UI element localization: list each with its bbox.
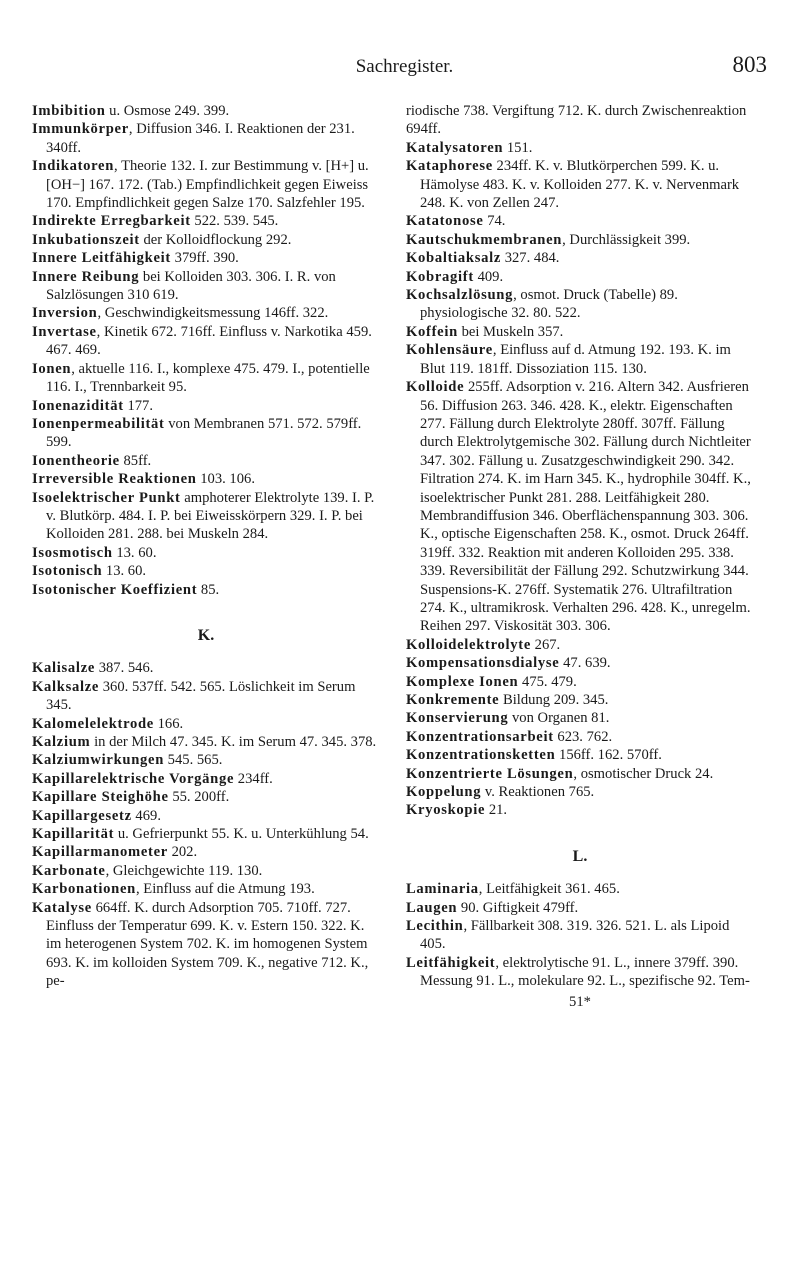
index-entry: [32, 678, 380, 715]
index-references: 55. 200ff.: [168, 789, 230, 806]
index-term: Konzentrationsketten: [406, 747, 556, 764]
index-references: , osmotischer Druck 24.: [573, 765, 714, 782]
index-term: Ionenpermeabilität: [32, 415, 165, 432]
index-term: Kapillare Steighöhe: [32, 789, 169, 806]
index-entry: [406, 673, 754, 691]
index-term: Kobaltiaksalz: [406, 250, 502, 267]
index-entry: [406, 378, 754, 636]
index-entry: [406, 709, 754, 727]
index-references: 85.: [197, 581, 220, 598]
index-references: 74.: [483, 213, 506, 230]
index-entry: [32, 157, 380, 212]
index-references: 177.: [123, 397, 153, 414]
index-term: Kapillargesetz: [32, 807, 132, 824]
index-term: Kautschukmembranen: [406, 231, 563, 248]
index-entry: [406, 286, 754, 323]
index-entry: [32, 544, 380, 562]
index-term: Kalomelelektrode: [32, 715, 154, 732]
index-references: 327. 484.: [501, 250, 560, 267]
index-entry: [32, 843, 380, 861]
index-term: Indirekte Erregbarkeit: [32, 213, 191, 230]
right-column: [406, 102, 754, 1011]
index-term: Kobragift: [406, 268, 474, 285]
index-entry: [32, 862, 380, 880]
index-entry: [32, 489, 380, 544]
index-term: Katalysatoren: [406, 139, 504, 156]
index-references: 151.: [503, 139, 533, 156]
index-entry: [406, 249, 754, 267]
index-entry: [32, 360, 380, 397]
index-references: 664ff. K. durch Adsorption 705. 710ff. 727. Einfluss der Temperatur 699. K. v. Estern 150. 322. K. im heterogenen System 702. K. im homogenen System 693. K. im kolloiden System 709. K., negative 712. K., pe-: [46, 899, 369, 990]
index-term: Kapillarität: [32, 826, 115, 843]
index-references: , Geschwindigkeitsmessung 146ff. 322.: [97, 305, 329, 322]
index-entry: [32, 880, 380, 898]
index-references: 103. 106.: [196, 471, 255, 488]
page-number: 803: [732, 52, 767, 77]
index-entry: [406, 341, 754, 378]
index-entry: [32, 120, 380, 157]
index-references: , osmot. Druck (Tabelle) 89. physiologische 32. 80. 522.: [420, 287, 678, 322]
index-references: 13. 60.: [112, 544, 157, 561]
index-term: Kompensationsdialyse: [406, 655, 560, 672]
index-references: 267.: [531, 636, 561, 653]
index-references: 234ff.: [234, 770, 273, 787]
index-references: , Theorie 132. I. zur Bestimmung v. [H+] u. [OH−] 167. 172. (Tab.) Empfindlichkeit gegen Eiweiss 170. Empfindlichkeit gegen Salze 170. Salzfehler 195.: [46, 158, 369, 212]
index-references: 47. 639.: [559, 655, 611, 672]
index-references: 522. 539. 545.: [190, 213, 279, 230]
index-references: , Gleichgewichte 119. 130.: [105, 862, 263, 879]
index-term: Kalksalze: [32, 678, 100, 695]
index-term: Inkubationszeit: [32, 231, 140, 248]
index-references: , Fällbarkeit 308. 319. 326. 521. L. als Lipoid 405.: [420, 918, 730, 953]
index-references: 156ff. 162. 570ff.: [555, 747, 662, 764]
index-term: Isotonisch: [32, 563, 103, 580]
index-term: Kolloide: [406, 379, 465, 396]
index-term: Konzentrierte Lösungen: [406, 765, 574, 782]
index-entry: [406, 954, 754, 991]
index-entry: [32, 323, 380, 360]
index-references: 409.: [473, 268, 504, 285]
index-entry: [406, 899, 754, 917]
index-term: Karbonationen: [32, 881, 136, 898]
index-term: Kapillarelektrische Vorgänge: [32, 770, 235, 787]
index-term: Ionen: [32, 360, 72, 377]
index-entry: [406, 212, 754, 230]
index-term: Kryoskopie: [406, 802, 486, 819]
signature-mark: 51*: [569, 993, 591, 1010]
index-term: Isotonischer Koeffizient: [32, 581, 198, 598]
index-entry: [32, 807, 380, 825]
index-references: , Einfluss auf d. Atmung 192. 193. K. im Blut 119. 181ff. Dissoziation 115. 130.: [420, 342, 731, 377]
index-references: 21.: [485, 802, 508, 819]
index-references: 90. Giftigkeit 479ff.: [457, 899, 579, 916]
index-references: 202.: [167, 844, 198, 861]
index-term: Innere Leitfähigkeit: [32, 250, 171, 267]
index-term: Indikatoren: [32, 158, 115, 175]
index-references: 545. 565.: [164, 752, 223, 769]
index-references: , Diffusion 346. I. Reaktionen der 231. 340ff.: [46, 121, 355, 156]
index-entry: [406, 746, 754, 764]
index-entry: [406, 636, 754, 654]
index-references: 469.: [131, 807, 161, 824]
index-entry: [406, 323, 754, 341]
index-term: Isoelektrischer Punkt: [32, 489, 181, 506]
index-references: Bildung 209. 345.: [499, 692, 609, 708]
index-term: Konkremente: [406, 692, 500, 708]
index-entry: [406, 268, 754, 286]
index-references: u. Osmose 249. 399.: [105, 103, 230, 119]
index-entry: [406, 102, 754, 139]
index-references: 13. 60.: [102, 563, 147, 580]
index-references: 255ff. Adsorption v. 216. Altern 342. Ausfrieren 56. Diffusion 263. 346. 428. K., elektr. Eigenschaften 277. Fällung durch Elektrolyte 280ff. 307ff. Fällung durch Elektrolytgemische 302. Fällung durch Nichtleiter 347. 302. Fällung u. Zusatzgeschwindigkeit 290. 342. Filtration 274. K. im Harn 345. K., hydrophile 304ff. K., isoelektrischer Punkt 281. 288. Leitfähigkeit 280. Membrandiffusion 346. Oberflächenspannung 303. 306. K., optische Eigenschaften 258. K., osmot. Druck 264ff. 319ff. 332. Reaktion mit anderen Kolloiden 295. 338. 339. Reversibilität der Fällung 292. Schutzwirkung 344. Suspensions-K. 276ff. Systematik 276. Ultrafiltration 274. K., ultramikrosk. Verhalten 296. 428. K., unregelm. Reihen 297. Viskosität 303. 306.: [420, 379, 751, 635]
index-entry: [32, 715, 380, 733]
index-term: Imbibition: [32, 103, 106, 119]
index-entry: [32, 212, 380, 230]
index-references: , aktuelle 116. I., komplexe 475. 479. I., potentielle 116. I., Trennbarkeit 95.: [46, 360, 370, 396]
index-term: Kolloidelektrolyte: [406, 636, 532, 653]
index-entry: [32, 581, 380, 599]
entries-l: [406, 880, 754, 990]
index-term: Kalzium: [32, 734, 91, 750]
index-page: [32, 0, 777, 1277]
index-entry: [32, 249, 380, 267]
index-entry: [406, 231, 754, 249]
index-term: Konzentrationsarbeit: [406, 728, 554, 745]
index-references: von Organen 81.: [508, 710, 610, 727]
index-references: bei Muskeln 357.: [457, 323, 564, 340]
index-entry: [32, 452, 380, 470]
index-references: in der Milch 47. 345. K. im Serum 47. 345. 378.: [90, 734, 377, 750]
index-entry: [32, 397, 380, 415]
index-term: Isosmotisch: [32, 544, 113, 561]
index-term: Leitfähigkeit: [406, 954, 496, 971]
index-term: Kochsalzlösung: [406, 287, 514, 304]
index-entry: [406, 801, 754, 819]
index-entry: [32, 899, 380, 991]
index-references: , Kinetik 672. 716ff. Einfluss v. Narkotika 459. 467. 469.: [46, 323, 372, 359]
index-references: der Kolloidflockung 292.: [139, 231, 292, 248]
index-term: Koppelung: [406, 784, 482, 801]
index-entry: [406, 917, 754, 954]
index-term: Kapillarmanometer: [32, 844, 168, 861]
index-entry: [32, 788, 380, 806]
index-references: 387. 546.: [95, 660, 154, 677]
index-term: Lecithin: [406, 918, 464, 935]
section-heading-l: L.: [572, 847, 588, 865]
index-references: , Einfluss auf die Atmung 193.: [135, 881, 315, 898]
index-entry: [406, 880, 754, 898]
index-entry: [406, 157, 754, 212]
index-entry: [32, 415, 380, 452]
left-column: [32, 102, 380, 991]
index-term: Kalisalze: [32, 660, 96, 677]
index-references: , Leitfähigkeit 361. 465.: [478, 881, 620, 898]
running-head: [32, 52, 777, 80]
index-term: Komplexe Ionen: [406, 673, 519, 690]
index-entry: [406, 783, 754, 801]
section-heading-k: K.: [197, 626, 215, 644]
index-entry: [406, 765, 754, 783]
index-term: Kalziumwirkungen: [32, 752, 165, 769]
index-entry: [32, 733, 380, 751]
index-entry: [32, 751, 380, 769]
index-entry: [32, 659, 380, 677]
index-references: , elektrolytische 91. L., innere 379ff. 390. Messung 91. L., molekulare 92. L., spezifische 92. Tem-: [420, 954, 750, 990]
index-entry: [406, 654, 754, 672]
index-term: Ionenazidität: [32, 397, 124, 414]
index-term: Irreversible Reaktionen: [32, 471, 197, 488]
index-term: Katatonose: [406, 213, 484, 230]
index-term: Laminaria: [406, 881, 479, 898]
index-references: 234ff. K. v. Blutkörperchen 599. K. u. Hämolyse 483. K. v. Kolloiden 277. K. v. Nervenmark 248. K. von Zellen 247.: [420, 158, 740, 212]
entries-k-continued: [406, 102, 754, 820]
index-term: Ionentheorie: [32, 452, 120, 469]
index-entry: [32, 770, 380, 788]
index-references: bei Kolloiden 303. 306. I. R. von Salzlösungen 310 619.: [46, 268, 336, 304]
page-title: Sachregister.: [355, 56, 454, 77]
index-term: Invertase: [32, 323, 97, 340]
index-references: von Membranen 571. 572. 579ff. 599.: [46, 415, 362, 451]
index-term: Kohlensäure: [406, 342, 493, 359]
index-term: Inversion: [32, 305, 98, 322]
index-references: v. Reaktionen 765.: [481, 784, 595, 801]
index-references: riodische 738. Vergiftung 712. K. durch Zwischenreaktion 694ff.: [406, 103, 747, 138]
index-references: u. Gefrierpunkt 55. K. u. Unterkühlung 54.: [114, 826, 369, 843]
index-entry: [32, 102, 380, 120]
index-entry: [32, 268, 380, 305]
index-entry: [32, 470, 380, 488]
index-entry: [32, 231, 380, 249]
index-term: Karbonate: [32, 862, 106, 879]
index-references: 360. 537ff. 542. 565. Löslichkeit im Serum 345.: [46, 678, 356, 714]
index-references: , Durchlässigkeit 399.: [562, 231, 691, 248]
index-entry: [406, 728, 754, 746]
entries-i: [32, 102, 380, 599]
index-term: Kataphorese: [406, 158, 493, 175]
index-entry: [32, 304, 380, 322]
index-entry: [406, 139, 754, 157]
entries-k: [32, 659, 380, 990]
index-term: Konservierung: [406, 710, 509, 727]
index-references: 166.: [153, 715, 184, 732]
index-term: Laugen: [406, 899, 458, 916]
index-references: 623. 762.: [553, 728, 613, 745]
index-entry: [32, 825, 380, 843]
index-term: Innere Reibung: [32, 268, 140, 285]
index-term: Koffein: [406, 323, 458, 340]
index-entry: [32, 562, 380, 580]
index-term: Katalyse: [32, 899, 92, 916]
index-entry: [406, 691, 754, 709]
index-references: 85ff.: [119, 452, 152, 469]
index-references: amphoterer Elektrolyte 139. I. P. v. Blutkörp. 484. I. P. bei Eiweisskörpern 329. I. P. bei Kolloiden 281. 288. bei Muskeln 284.: [46, 489, 375, 543]
index-references: 379ff. 390.: [171, 250, 239, 267]
index-term: Immunkörper: [32, 121, 129, 138]
index-references: 475. 479.: [518, 673, 577, 690]
